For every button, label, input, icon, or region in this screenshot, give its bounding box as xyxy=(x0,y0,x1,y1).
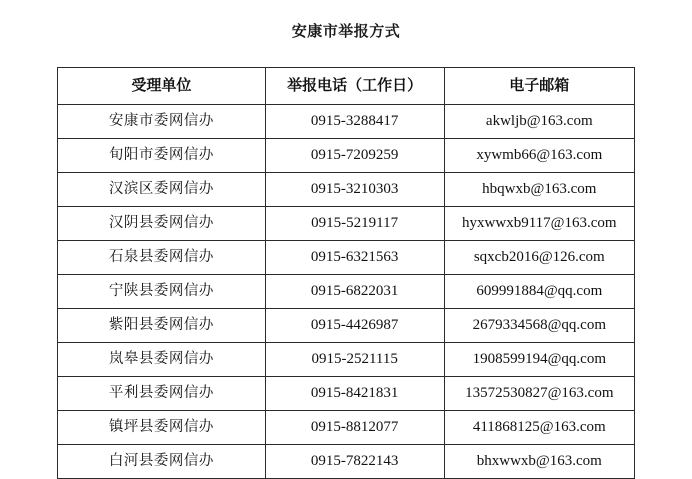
cell-unit: 镇坪县委网信办 xyxy=(58,411,266,445)
report-methods-table xyxy=(57,67,635,479)
cell-unit: 平利县委网信办 xyxy=(58,377,266,411)
cell-email: hyxwwxb9117@163.com xyxy=(444,207,634,241)
table-row xyxy=(58,207,635,241)
cell-email: 1908599194@qq.com xyxy=(444,343,634,377)
cell-unit: 安康市委网信办 xyxy=(58,105,266,139)
table-row xyxy=(58,173,635,207)
cell-unit: 汉阴县委网信办 xyxy=(58,207,266,241)
cell-unit: 旬阳市委网信办 xyxy=(58,139,266,173)
cell-unit: 宁陕县委网信办 xyxy=(58,275,266,309)
cell-phone: 0915-5219117 xyxy=(265,207,444,241)
cell-unit: 汉滨区委网信办 xyxy=(58,173,266,207)
cell-phone: 0915-3210303 xyxy=(265,173,444,207)
cell-phone: 0915-7209259 xyxy=(265,139,444,173)
cell-phone: 0915-7822143 xyxy=(265,445,444,479)
cell-email: 2679334568@qq.com xyxy=(444,309,634,343)
cell-phone: 0915-4426987 xyxy=(265,309,444,343)
table-row xyxy=(58,105,635,139)
report-table-container xyxy=(57,67,635,479)
cell-email: 13572530827@163.com xyxy=(444,377,634,411)
table-row xyxy=(58,445,635,479)
column-header-unit: 受理单位 xyxy=(58,68,266,105)
table-body xyxy=(58,105,635,479)
cell-phone: 0915-2521115 xyxy=(265,343,444,377)
cell-email: 609991884@qq.com xyxy=(444,275,634,309)
cell-email: 411868125@163.com xyxy=(444,411,634,445)
table-header xyxy=(58,68,635,105)
cell-email: sqxcb2016@126.com xyxy=(444,241,634,275)
cell-email: akwljb@163.com xyxy=(444,105,634,139)
cell-phone: 0915-8421831 xyxy=(265,377,444,411)
table-row xyxy=(58,139,635,173)
table-row xyxy=(58,309,635,343)
cell-phone: 0915-6321563 xyxy=(265,241,444,275)
table-row xyxy=(58,377,635,411)
table-header-row xyxy=(58,68,635,105)
table-row xyxy=(58,241,635,275)
column-header-phone: 举报电话（工作日） xyxy=(265,68,444,105)
cell-unit: 紫阳县委网信办 xyxy=(58,309,266,343)
column-header-email: 电子邮箱 xyxy=(444,68,634,105)
cell-unit: 岚皋县委网信办 xyxy=(58,343,266,377)
cell-phone: 0915-3288417 xyxy=(265,105,444,139)
table-row xyxy=(58,411,635,445)
cell-email: xywmb66@163.com xyxy=(444,139,634,173)
page-title: 安康市举报方式 xyxy=(291,23,401,40)
cell-phone: 0915-8812077 xyxy=(265,411,444,445)
cell-email: bhxwwxb@163.com xyxy=(444,445,634,479)
cell-email: hbqwxb@163.com xyxy=(444,173,634,207)
table-row xyxy=(58,275,635,309)
cell-unit: 白河县委网信办 xyxy=(58,445,266,479)
table-row xyxy=(58,343,635,377)
cell-unit: 石泉县委网信办 xyxy=(58,241,266,275)
cell-phone: 0915-6822031 xyxy=(265,275,444,309)
